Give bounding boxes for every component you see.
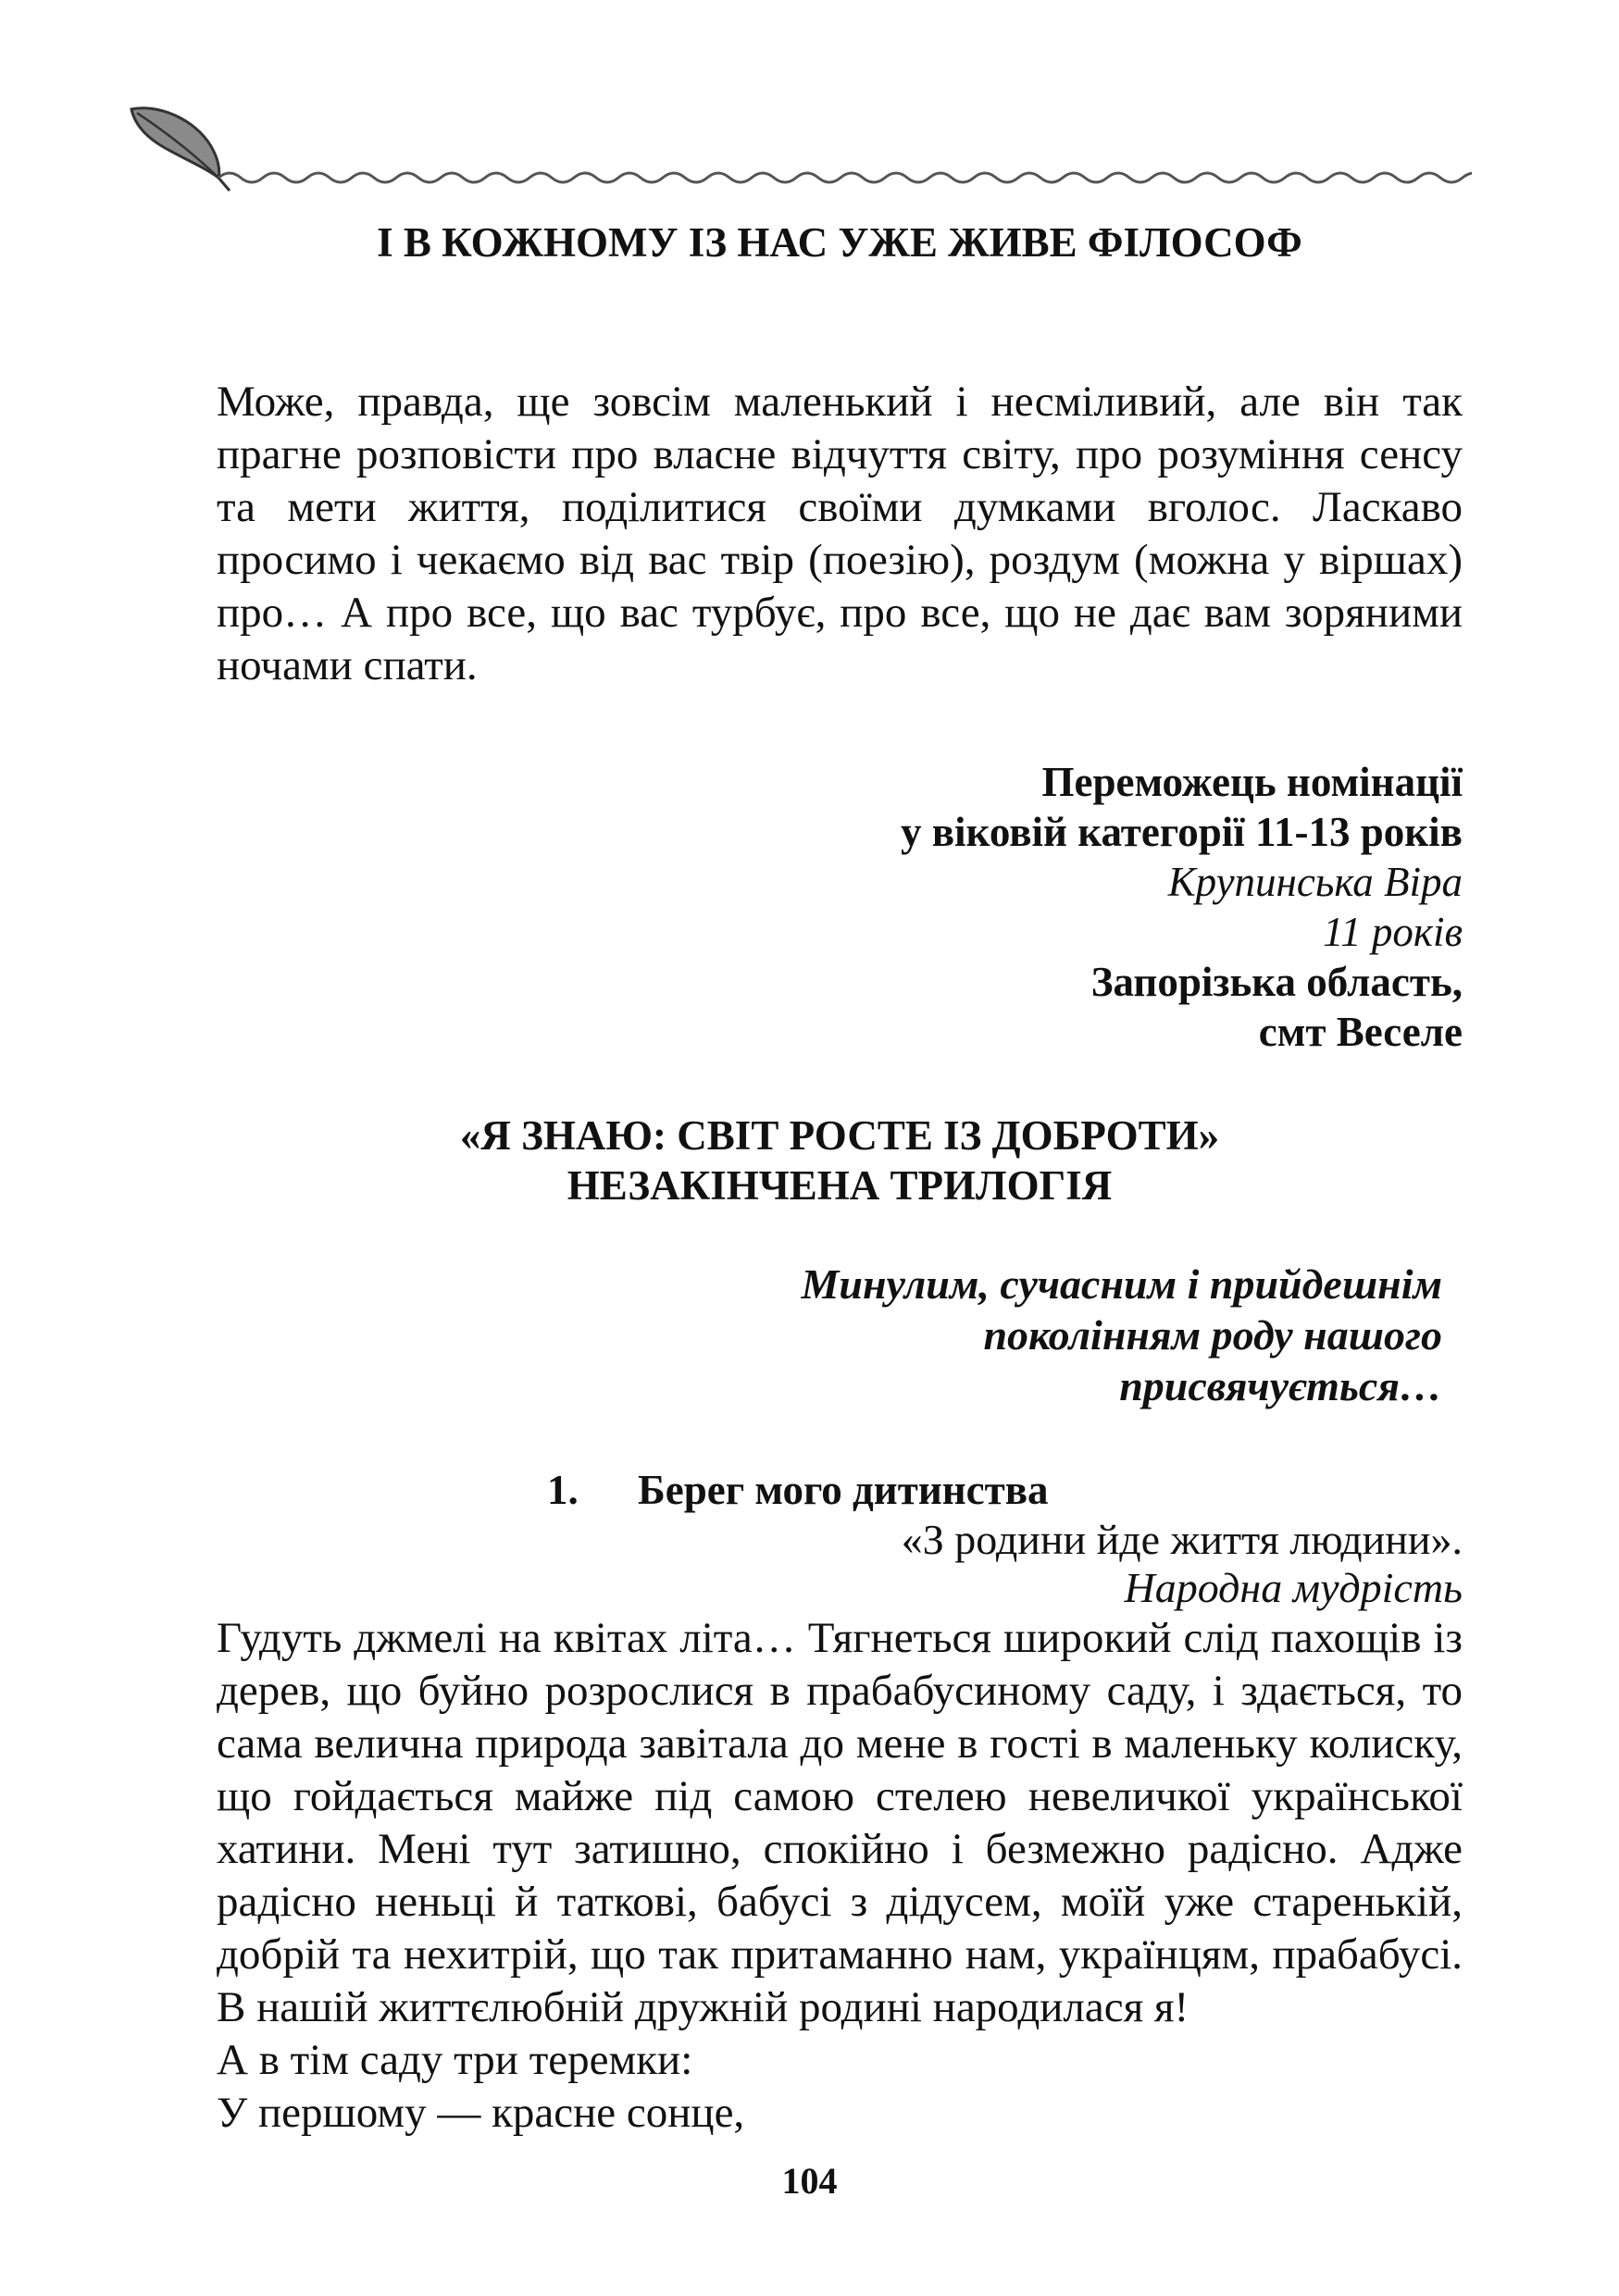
leaf-quill-icon xyxy=(131,108,230,191)
chapter-name: Берег мого дитинства xyxy=(638,1467,1049,1513)
wave-divider xyxy=(218,173,1472,182)
author-name: Крупинська Віра xyxy=(1167,859,1463,905)
dedication-line2: поколінням роду нашого xyxy=(983,1311,1442,1359)
author-age: 11 років xyxy=(1323,909,1463,955)
intro-paragraph xyxy=(217,323,1463,692)
age-category: у віковій категорії 11-13 років xyxy=(900,809,1463,855)
page-number: 104 xyxy=(781,2160,838,2202)
intro-paragraph-text: Може, правда, ще зовсім маленький і несміливий, але він так прагне розповісти про власне відчуття світу, про розуміння сенсу та мети життя, поділитися своїми думками вголос. Ласкаво просимо і чекаємо від вас твір (поезію), роздум (можна у віршах) про… А про все, що вас турбує, про все, що не дає вам зоряними ночами спати. xyxy=(217,378,1463,689)
dedication xyxy=(217,1259,1463,1411)
chapter-paragraph: Гудуть джмелі на квітах літа… Тягнеться широкий слід пахощів із дерев, що буйно розрослися в прабабусиному саду, і здається, то сама велична природа завітала до мене в гості в маленьку колиску, що гойдається майже під самою стелею невеличкої української хатини. Мені тут затишно, спокійно і безмежно радісно. Адже радісно неньці й таткові, бабусі з дідусем, моїй уже старенькій, добрій та нехитрій, що так притаманно нам, українцям, прабабусі. В нашій життєлюбній дружній родині народилася я! xyxy=(217,1614,1463,2031)
work-title xyxy=(217,1111,1463,1210)
dedication-line3: присвячується… xyxy=(1119,1362,1442,1409)
header-ornament xyxy=(130,102,1472,194)
verse-line-2: У першому — красне сонце, xyxy=(217,2089,745,2137)
dedication-line1: Минулим, сучасним і прийдешнім xyxy=(801,1260,1442,1308)
page-content xyxy=(217,217,1463,2140)
winner-nomination: Переможець номінації xyxy=(1041,759,1463,805)
work-title-line2: НЕЗАКІНЧЕНА ТРИЛОГІЯ xyxy=(567,1162,1113,1209)
author-region: Запорізька область, xyxy=(1090,959,1463,1005)
chapter-number: 1. xyxy=(547,1467,579,1513)
section-title: І В КОЖНОМУ ІЗ НАС УЖЕ ЖИВЕ ФІЛОСОФ xyxy=(377,219,1302,266)
work-title-line1: «Я ЗНАЮ: СВІТ РОСТЕ ІЗ ДОБРОТИ» xyxy=(459,1112,1220,1159)
chapter-title xyxy=(547,1465,1463,1516)
author-town: смт Веселе xyxy=(1258,1009,1463,1055)
epigraph-source: Народна мудрість xyxy=(1124,1564,1463,1611)
winner-signature xyxy=(217,757,1463,1057)
epigraph-quote: «З родини йде життя людини». xyxy=(901,1516,1463,1563)
verse-line-1: А в тім саду три теремки: xyxy=(217,2036,693,2084)
